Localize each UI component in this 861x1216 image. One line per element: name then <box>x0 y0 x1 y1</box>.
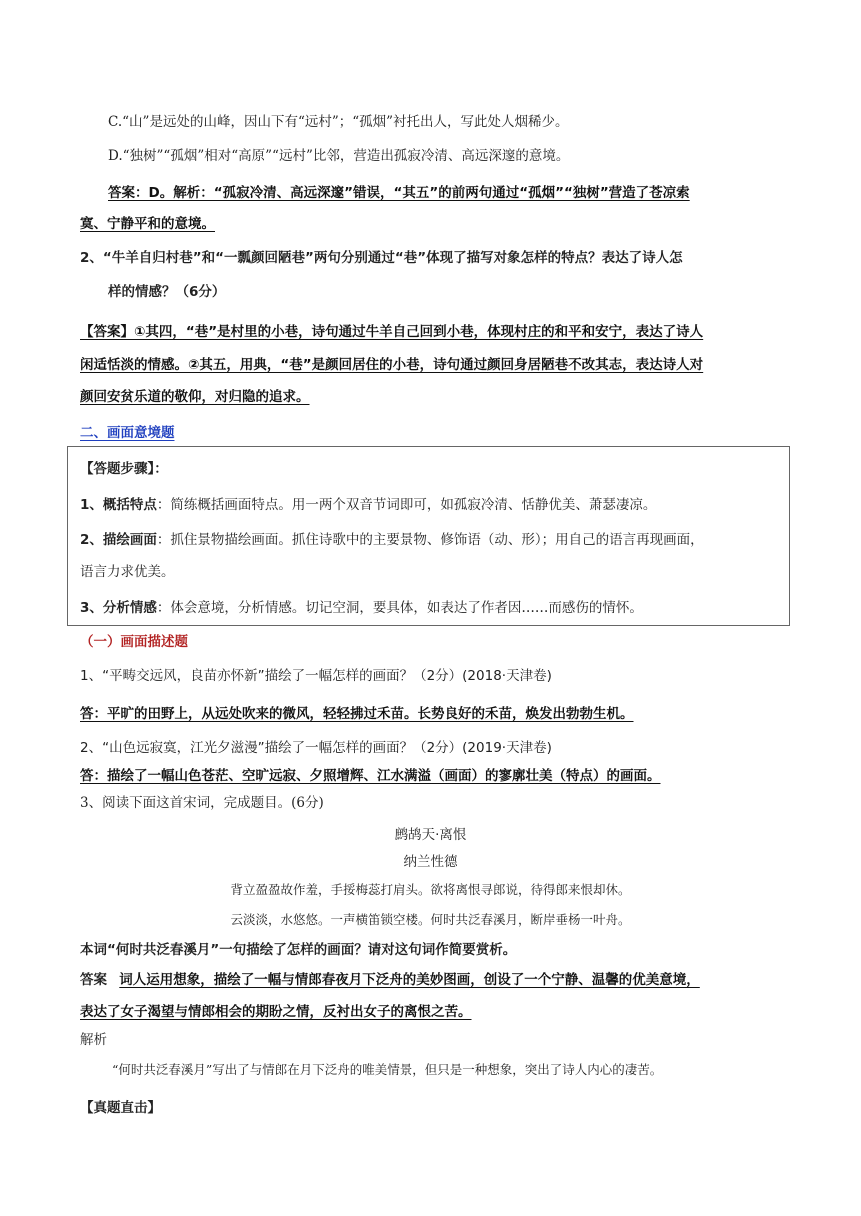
q3-analysis-text: “何时共泛春溪月”写出了与情郎在月下泛舟的唯美情景，但只是一种想象，突出了诗人内心的凄苦。 <box>112 1062 663 1077</box>
section2-title: 二、画面意境题 <box>80 425 175 441</box>
step3 <box>80 598 643 618</box>
step3-label: 3、分析情感 <box>80 600 157 616</box>
sub-q1: 1、“平畴交远风，良苗亦怀新”描绘了一幅怎样的画面？（2分）(2018·天津卷) <box>80 668 552 684</box>
step1-text: ：简练概括画面特点。用一两个双音节词即可，如孤寂冷清、恬静优美、萧瑟凄凉。 <box>156 497 657 513</box>
q2-answer-line3: 颜回安贫乐道的敬仰，对归隐的追求。 <box>80 389 310 405</box>
q3-analysis-label: 解析 <box>80 1032 107 1048</box>
poem-author: 纳兰性德 <box>403 854 458 870</box>
sub-q2: 2、“山色远寂寞，江光夕滋漫”描绘了一幅怎样的画面？（2分）(2019·天津卷) <box>80 740 552 756</box>
steps-title: 【答题步骤】： <box>80 461 168 477</box>
step2 <box>80 530 704 550</box>
q1-answer-line2: 寞、宁静平和的意境。 <box>80 216 215 232</box>
option-d: D.“独树”“孤烟”相对“高原”“远村”比邻，营造出孤寂冷清、高远深邃的意境。 <box>108 148 570 164</box>
q3-answer-label: 答案 <box>80 972 107 988</box>
step1-label: 1、概括特点 <box>80 497 157 513</box>
q2-question-line2: 样的情感？（6分） <box>108 284 226 300</box>
poem-line2: 云淡淡，水悠悠。一声横笛锁空楼。何时共泛春溪月，断岸垂杨一叶舟。 <box>230 912 631 927</box>
step1 <box>80 495 656 515</box>
step2-text: ：抓住景物描绘画面。抓住诗歌中的主要景物、修饰语（动、形）；用自己的语言再现画面， <box>156 532 704 548</box>
sub-a2: 答：描绘了一幅山色苍茫、空旷远寂、夕照增辉、江水满溢（画面）的寥廓壮美（特点）的画面。 <box>80 768 661 784</box>
option-c: C.“山”是远处的山峰，因山下有“远村”；“孤烟”衬托出人，写此处人烟稀少。 <box>108 114 569 130</box>
poem-line1: 背立盈盈故作羞，手挼梅蕊打肩头。欲将离恨寻郎说，待得郎来恨却休。 <box>230 882 631 897</box>
q3-question: 本词“何时共泛春溪月”一句描绘了怎样的画面？请对这句词作简要赏析。 <box>80 942 517 958</box>
sub-a1: 答：平旷的田野上，从远处吹来的微风，轻轻拂过禾苗。长势良好的禾苗，焕发出勃勃生机。 <box>80 706 634 722</box>
step2-text-cont: 语言力求优美。 <box>80 564 175 580</box>
q2-question-line1: 2、“牛羊自归村巷”和“一瓢颜回陋巷”两句分别通过“巷”体现了描写对象怎样的特点？表达了诗人怎 <box>80 250 683 266</box>
q3-answer-line2: 表达了女子渴望与情郎相会的期盼之情，反衬出女子的离恨之苦。 <box>80 1004 472 1020</box>
real-exam-heading: 【真题直击】 <box>80 1100 161 1116</box>
q3-answer-text1: 词人运用想象，描绘了一幅与情郎春夜月下泛舟的美妙图画，创设了一个宁静、温馨的优美意境， <box>119 972 700 988</box>
step3-text: ：体会意境，分析情感。切记空洞，要具体，如表达了作者因……而感伤的情怀。 <box>156 600 643 616</box>
q2-answer-line1: 【答案】①其四，“巷”是村里的小巷，诗句通过牛羊自己回到小巷，体现村庄的和平和安宁，表达了诗人 <box>80 324 704 340</box>
subsection1-title: （一）画面描述题 <box>80 634 188 650</box>
q1-answer-line1: 答案：D。解析：“孤寂冷清、高远深邃”错误，“其五”的前两句通过“孤烟”“独树”营造了苍凉索 <box>108 185 690 201</box>
step2-label: 2、描绘画面 <box>80 532 157 548</box>
sub-q3: 3、阅读下面这首宋词，完成题目。(6分) <box>80 795 324 811</box>
poem-title: 鹧鸪天·离恨 <box>394 827 467 843</box>
q2-answer-line2: 闲适恬淡的情感。②其五，用典，“巷”是颜回居住的小巷，诗句通过颜回身居陋巷不改其志，表达诗人对 <box>80 357 704 373</box>
q3-answer-line1 <box>80 970 700 990</box>
